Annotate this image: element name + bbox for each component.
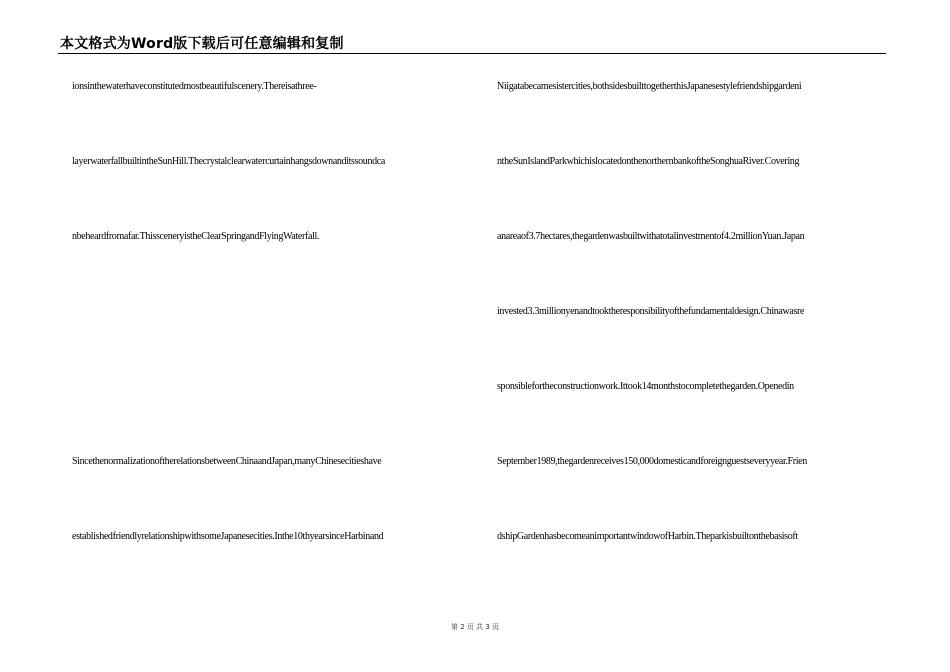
right-text-line: dshipGardenhasbecomeanimportantwindowofHarbin.Theparkisbuiltonthebasisoft — [497, 531, 798, 542]
right-text-line: anareaof3.7hectares,thegardenwasbuiltwithatotalinvestmentof4.2millionYuan.Japan — [497, 231, 805, 242]
document-header-title: 本文格式为Word版下载后可任意编辑和复制 — [60, 36, 344, 52]
right-text-line: ntheSunIslandParkwhichislocatedonthenorthernbankoftheSonghuaRiver.Covering — [497, 156, 800, 167]
page-number-footer: 第 2 页 共 3 页 — [450, 623, 500, 631]
left-text-line: nbeheardfromafar.ThissceneryistheClearSpringandFlyingWaterfall. — [72, 231, 320, 242]
left-text-line: layerwaterfallbuiltintheSunHill.Thecrystalclearwatercurtainhangsdownanditssoundca — [72, 156, 385, 167]
left-text-line: ionsinthewaterhaveconstitutedmostbeautifulscenery.Thereisathree- — [72, 81, 317, 92]
right-text-line: invested3.3millionyenandtooktheresponsibilityofthefundamentaldesign.Chinawasre — [497, 306, 805, 317]
right-text-line: sponsiblefortheconstructionwork.Ittook14monthstocompletethegarden.Openedin — [497, 381, 794, 392]
right-text-line: September1989,thegardenreceives150,000domesticandforeignguestseveryyear.Frien — [497, 456, 807, 467]
right-text-line: Niigatabecamesistercities,bothsidesbuilttogetherthisJapanesestylefriendshipgardeni — [497, 81, 802, 92]
left-text-column — [72, 0, 472, 672]
right-text-column — [497, 0, 889, 672]
left-text-line: SincethenormalizationoftherelationsbetweenChinaandJapan,manyChinesecitieshave — [72, 456, 382, 467]
left-text-line: establishedfriendlyrelationshipwithsomeJapanesecities.Inthe10thyearsinceHarbinand — [72, 531, 384, 542]
